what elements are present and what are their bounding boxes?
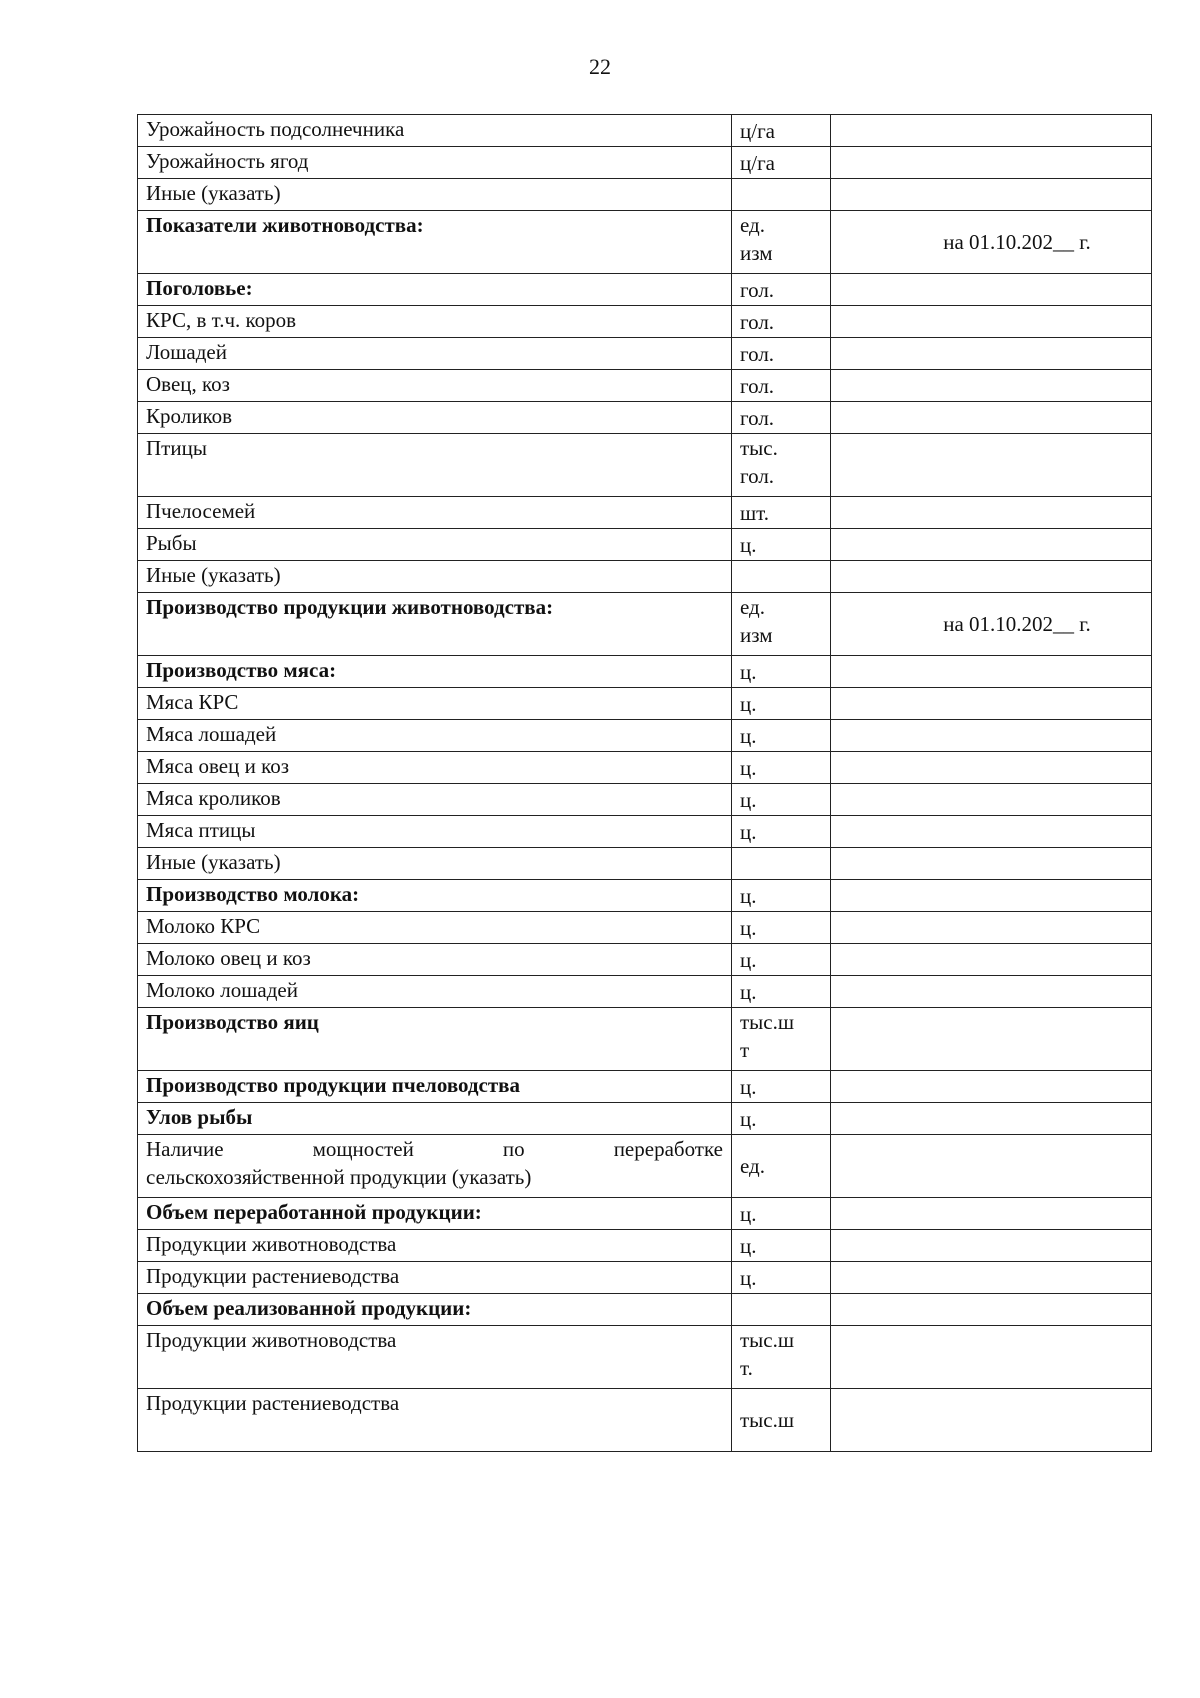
row-unit: ц. (732, 944, 831, 976)
label-line: сельскохозяйственной продукции (указать) (146, 1165, 532, 1189)
table-row (138, 1262, 1152, 1294)
row-label: Мяса лошадей (138, 720, 732, 752)
date-value: на 01.10.202__ г. (831, 593, 1152, 656)
row-label: Объем переработанной продукции: (138, 1198, 732, 1230)
row-unit: ц. (732, 784, 831, 816)
row-label: Продукции животноводства (138, 1230, 732, 1262)
row-unit (732, 593, 831, 656)
table-row (138, 497, 1152, 529)
row-label: Молоко КРС (138, 912, 732, 944)
row-value (831, 1326, 1152, 1389)
table-row (138, 784, 1152, 816)
label-word: переработке (613, 1137, 723, 1161)
row-unit: тыс.ш (732, 1389, 831, 1452)
unit-line: гол. (740, 464, 775, 488)
row-unit: ц. (732, 976, 831, 1008)
row-unit (732, 561, 831, 593)
unit-line: изм (740, 623, 773, 647)
row-unit: ц. (732, 912, 831, 944)
table-row (138, 147, 1152, 179)
table-row (138, 402, 1152, 434)
row-unit: ц. (732, 752, 831, 784)
row-value (831, 912, 1152, 944)
row-unit: ц. (732, 880, 831, 912)
row-unit: гол. (732, 306, 831, 338)
row-value (831, 752, 1152, 784)
row-value (831, 306, 1152, 338)
row-value (831, 944, 1152, 976)
row-unit (732, 179, 831, 211)
table-row (138, 1103, 1152, 1135)
label-line-justified (146, 1135, 723, 1163)
table-row (138, 561, 1152, 593)
row-value (831, 1294, 1152, 1326)
row-unit (732, 434, 831, 497)
row-label: Производство продукции пчеловодства (138, 1071, 732, 1103)
row-label (138, 1135, 732, 1198)
unit-line: т (740, 1038, 750, 1062)
row-label: Овец, коз (138, 370, 732, 402)
table-row (138, 1326, 1152, 1389)
table-row (138, 880, 1152, 912)
row-value (831, 1008, 1152, 1071)
row-unit: гол. (732, 370, 831, 402)
row-label: Иные (указать) (138, 848, 732, 880)
row-unit (732, 1326, 831, 1389)
row-label: Производство яиц (138, 1008, 732, 1071)
table-row (138, 529, 1152, 561)
unit-line: тыс.ш (740, 1010, 795, 1034)
unit-line: ед. (740, 213, 765, 237)
table-row (138, 179, 1152, 211)
table-row (138, 752, 1152, 784)
row-unit (732, 211, 831, 274)
table-row (138, 1389, 1152, 1452)
table-row (138, 944, 1152, 976)
row-value (831, 720, 1152, 752)
row-value (831, 1230, 1152, 1262)
row-label: Мяса овец и коз (138, 752, 732, 784)
row-value (831, 529, 1152, 561)
unit-line: тыс.ш (740, 1328, 795, 1352)
row-label: Мяса птицы (138, 816, 732, 848)
row-unit: ц. (732, 816, 831, 848)
row-label: Продукции растениеводства (138, 1262, 732, 1294)
row-label: Производство мяса: (138, 656, 732, 688)
row-label: Кроликов (138, 402, 732, 434)
row-value (831, 656, 1152, 688)
table-row (138, 338, 1152, 370)
row-label: Продукции животноводства (138, 1326, 732, 1389)
row-unit: ц. (732, 688, 831, 720)
row-unit: гол. (732, 338, 831, 370)
table-row (138, 1294, 1152, 1326)
table-row (138, 1071, 1152, 1103)
table-row (138, 848, 1152, 880)
row-unit: шт. (732, 497, 831, 529)
row-value (831, 1071, 1152, 1103)
row-value (831, 1262, 1152, 1294)
label-word: Наличие (146, 1137, 224, 1161)
row-label: Поголовье: (138, 274, 732, 306)
row-unit: гол. (732, 274, 831, 306)
row-label: Мяса КРС (138, 688, 732, 720)
row-value (831, 434, 1152, 497)
row-unit: ц/га (732, 147, 831, 179)
row-label: КРС, в т.ч. коров (138, 306, 732, 338)
row-value (831, 147, 1152, 179)
row-value (831, 1198, 1152, 1230)
label-word: по (502, 1137, 525, 1161)
page-number: 22 (589, 54, 611, 79)
row-value (831, 497, 1152, 529)
row-unit: ц. (732, 1071, 831, 1103)
row-label: Лошадей (138, 338, 732, 370)
row-unit: ц. (732, 529, 831, 561)
row-value (831, 1135, 1152, 1198)
row-label: Рыбы (138, 529, 732, 561)
row-value (831, 179, 1152, 211)
table-row (138, 593, 1152, 656)
table-row (138, 211, 1152, 274)
table-row (138, 688, 1152, 720)
row-label: Иные (указать) (138, 561, 732, 593)
row-value (831, 976, 1152, 1008)
row-label: Иные (указать) (138, 179, 732, 211)
row-label: Пчелосемей (138, 497, 732, 529)
row-unit: ц. (732, 656, 831, 688)
table-row (138, 816, 1152, 848)
row-value (831, 402, 1152, 434)
row-label: Улов рыбы (138, 1103, 732, 1135)
table-row (138, 976, 1152, 1008)
row-unit: ц. (732, 1198, 831, 1230)
row-unit: ц. (732, 1262, 831, 1294)
row-label: Молоко лошадей (138, 976, 732, 1008)
row-value (831, 1103, 1152, 1135)
row-label: Объем реализованной продукции: (138, 1294, 732, 1326)
row-value (831, 816, 1152, 848)
row-value (831, 274, 1152, 306)
table-row (138, 274, 1152, 306)
row-label: Молоко овец и коз (138, 944, 732, 976)
table-row (138, 434, 1152, 497)
indicators-table (137, 114, 1152, 1452)
table-row (138, 1135, 1152, 1198)
row-value (831, 338, 1152, 370)
table-row (138, 912, 1152, 944)
table-row (138, 370, 1152, 402)
row-value (831, 115, 1152, 147)
row-unit: ц/га (732, 115, 831, 147)
row-value (831, 784, 1152, 816)
row-unit: ц. (732, 1103, 831, 1135)
table-row (138, 1198, 1152, 1230)
unit-line: изм (740, 241, 773, 265)
row-value (831, 561, 1152, 593)
row-label: Урожайность подсолнечника (138, 115, 732, 147)
row-label: Производство молока: (138, 880, 732, 912)
table-row (138, 115, 1152, 147)
row-value (831, 370, 1152, 402)
section-heading: Показатели животноводства: (138, 211, 732, 274)
row-label: Урожайность ягод (138, 147, 732, 179)
label-word: мощностей (312, 1137, 414, 1161)
row-label: Мяса кроликов (138, 784, 732, 816)
table-row (138, 1230, 1152, 1262)
row-unit (732, 1008, 831, 1071)
unit-line: тыс. (740, 436, 778, 460)
row-value (831, 1389, 1152, 1452)
date-value: на 01.10.202__ г. (831, 211, 1152, 274)
row-unit (732, 848, 831, 880)
row-unit: ед. (732, 1135, 831, 1198)
table-row (138, 656, 1152, 688)
row-unit: ц. (732, 1230, 831, 1262)
row-unit: гол. (732, 402, 831, 434)
row-value (831, 880, 1152, 912)
unit-line: т. (740, 1356, 753, 1380)
table-row (138, 306, 1152, 338)
table-row (138, 720, 1152, 752)
row-value (831, 848, 1152, 880)
row-label: Птицы (138, 434, 732, 497)
section-heading: Производство продукции животноводства: (138, 593, 732, 656)
row-value (831, 688, 1152, 720)
row-label: Продукции растениеводства (138, 1389, 732, 1452)
table-row (138, 1008, 1152, 1071)
unit-line: ед. (740, 595, 765, 619)
row-unit (732, 1294, 831, 1326)
row-unit: ц. (732, 720, 831, 752)
